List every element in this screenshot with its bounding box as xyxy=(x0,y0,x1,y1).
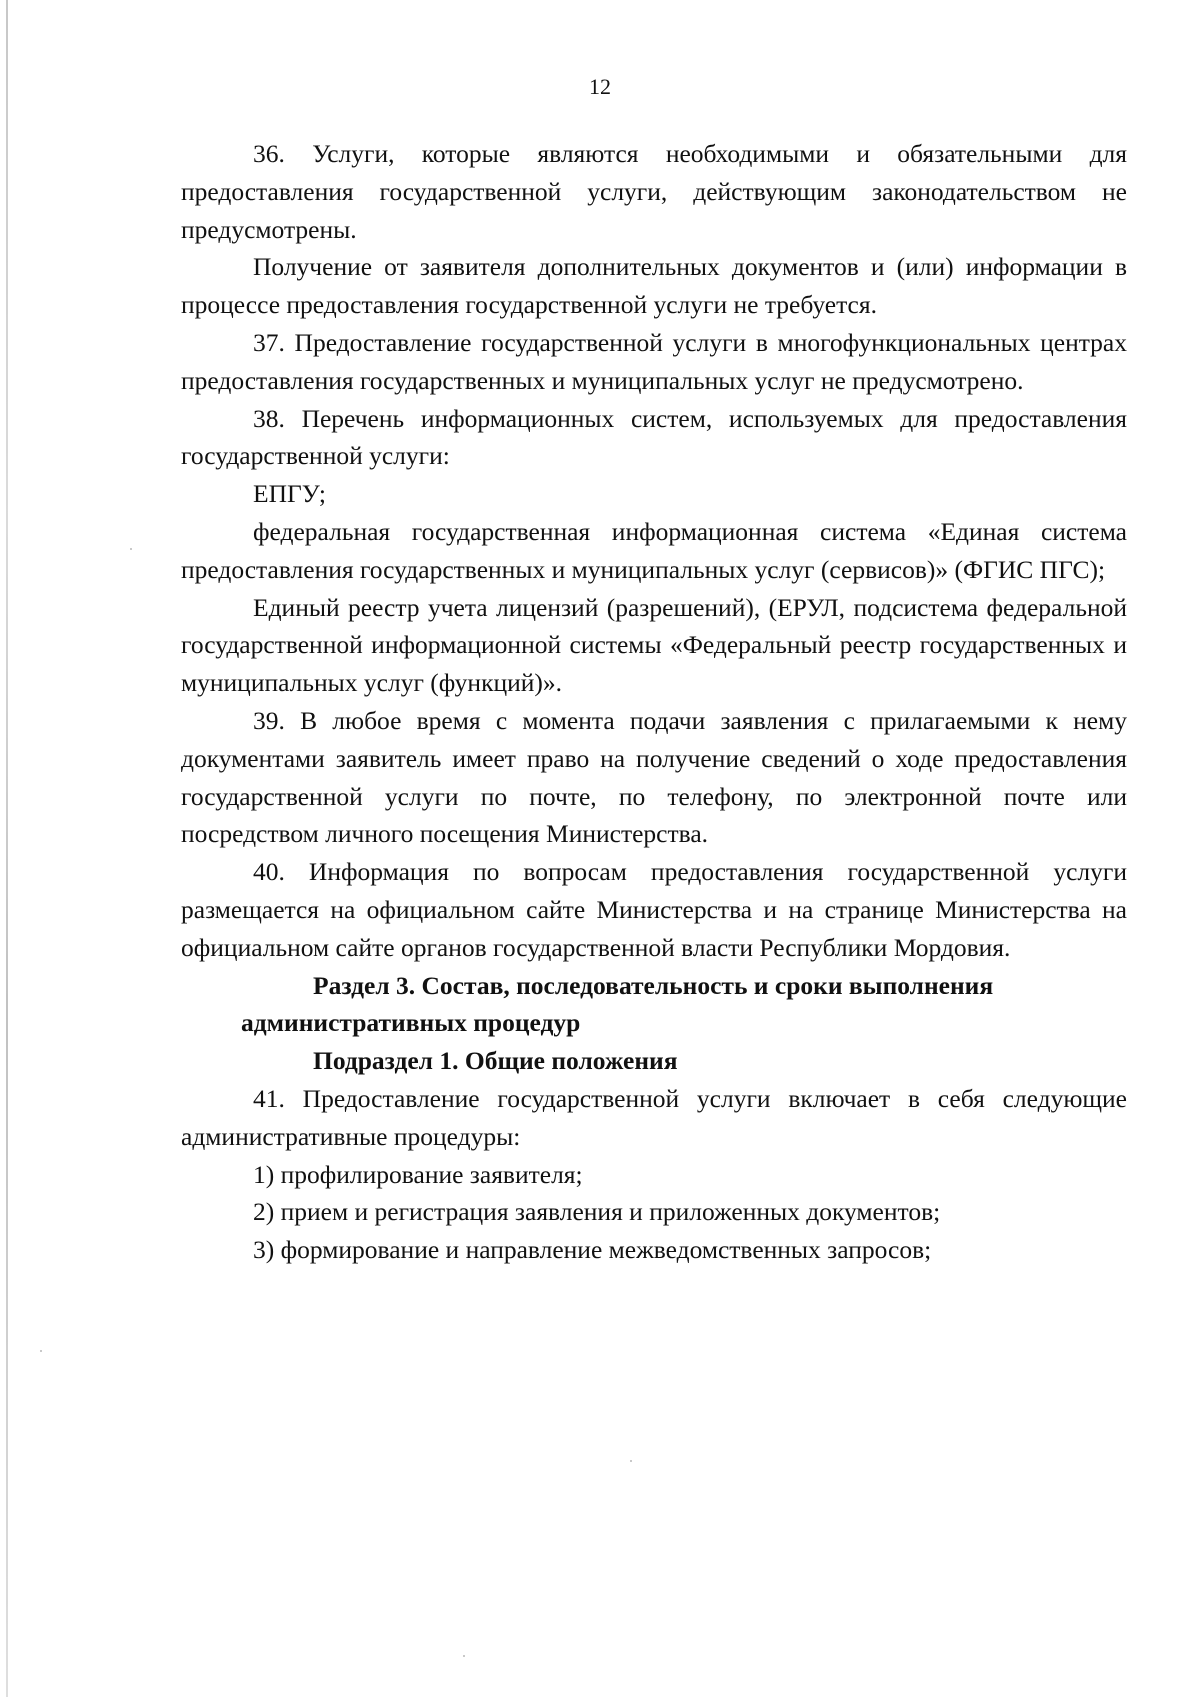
paragraph-37: 37. Предоставление государственной услуги в многофункциональных центрах предоставления государственных и муниципальных услуг не предусмотрено. xyxy=(181,327,1127,395)
procedure-item: 1) профилирование заявителя; xyxy=(253,1159,583,1189)
scan-speck xyxy=(130,548,132,550)
paragraph-41: 41. Предоставление государственной услуги включает в себя следующие административные процедуры: xyxy=(181,1083,1127,1151)
section-heading xyxy=(181,967,1127,1043)
scan-speck xyxy=(40,1350,42,1352)
paragraph-additional-documents: Получение от заявителя дополнительных документов и (или) информации в процессе предоставления государственной услуги не требуется. xyxy=(181,252,1127,320)
scan-edge-shadow xyxy=(6,0,8,1697)
page-number: 12 xyxy=(589,74,611,99)
section-heading-line1: Раздел 3. Состав, последовательность и сроки выполнения xyxy=(313,970,994,1000)
scan-speck xyxy=(463,1655,465,1657)
paragraph-36: 36. Услуги, которые являются необходимыми и обязательными для предоставления государственной услуги, действующим законодательством не предусмотрены. xyxy=(181,139,1127,244)
paragraph-40: 40. Информация по вопросам предоставления государственной услуги размещается на официальном сайте Министерства и на странице Министерства на официальном сайте органов государственной власти Республики Мордовия. xyxy=(181,857,1127,962)
procedure-item: 3) формирование и направление межведомственных запросов; xyxy=(253,1235,932,1265)
paragraph-39: 39. В любое время с момента подачи заявления с прилагаемыми к нему документами заявитель имеет право на получение сведений о ходе предоставления государственной услуги по почте, по телефону, по электронной почте или посредством личного посещения Министерства. xyxy=(181,705,1127,849)
list-item-epgu: ЕПГУ; xyxy=(253,479,326,509)
list-item-fgis-pgs: федеральная государственная информационная система «Единая система предоставления государственных и муниципальных услуг (сервисов)» (ФГИС ПГС); xyxy=(181,516,1127,584)
procedure-item: 2) прием и регистрация заявления и приложенных документов; xyxy=(253,1197,941,1227)
document-body xyxy=(181,135,1127,1269)
list-item-erul: Единый реестр учета лицензий (разрешений), (ЕРУЛ, подсистема федеральной государственной информационной системы «Федеральный реестр государственных и муниципальных услуг (функций)». xyxy=(181,592,1127,698)
subsection-heading: Подраздел 1. Общие положения xyxy=(313,1046,678,1076)
section-heading-line2: административных процедур xyxy=(241,1008,581,1038)
scan-speck xyxy=(630,1460,632,1462)
paragraph-38: 38. Перечень информационных систем, используемых для предоставления государственной услуги: xyxy=(181,403,1127,471)
